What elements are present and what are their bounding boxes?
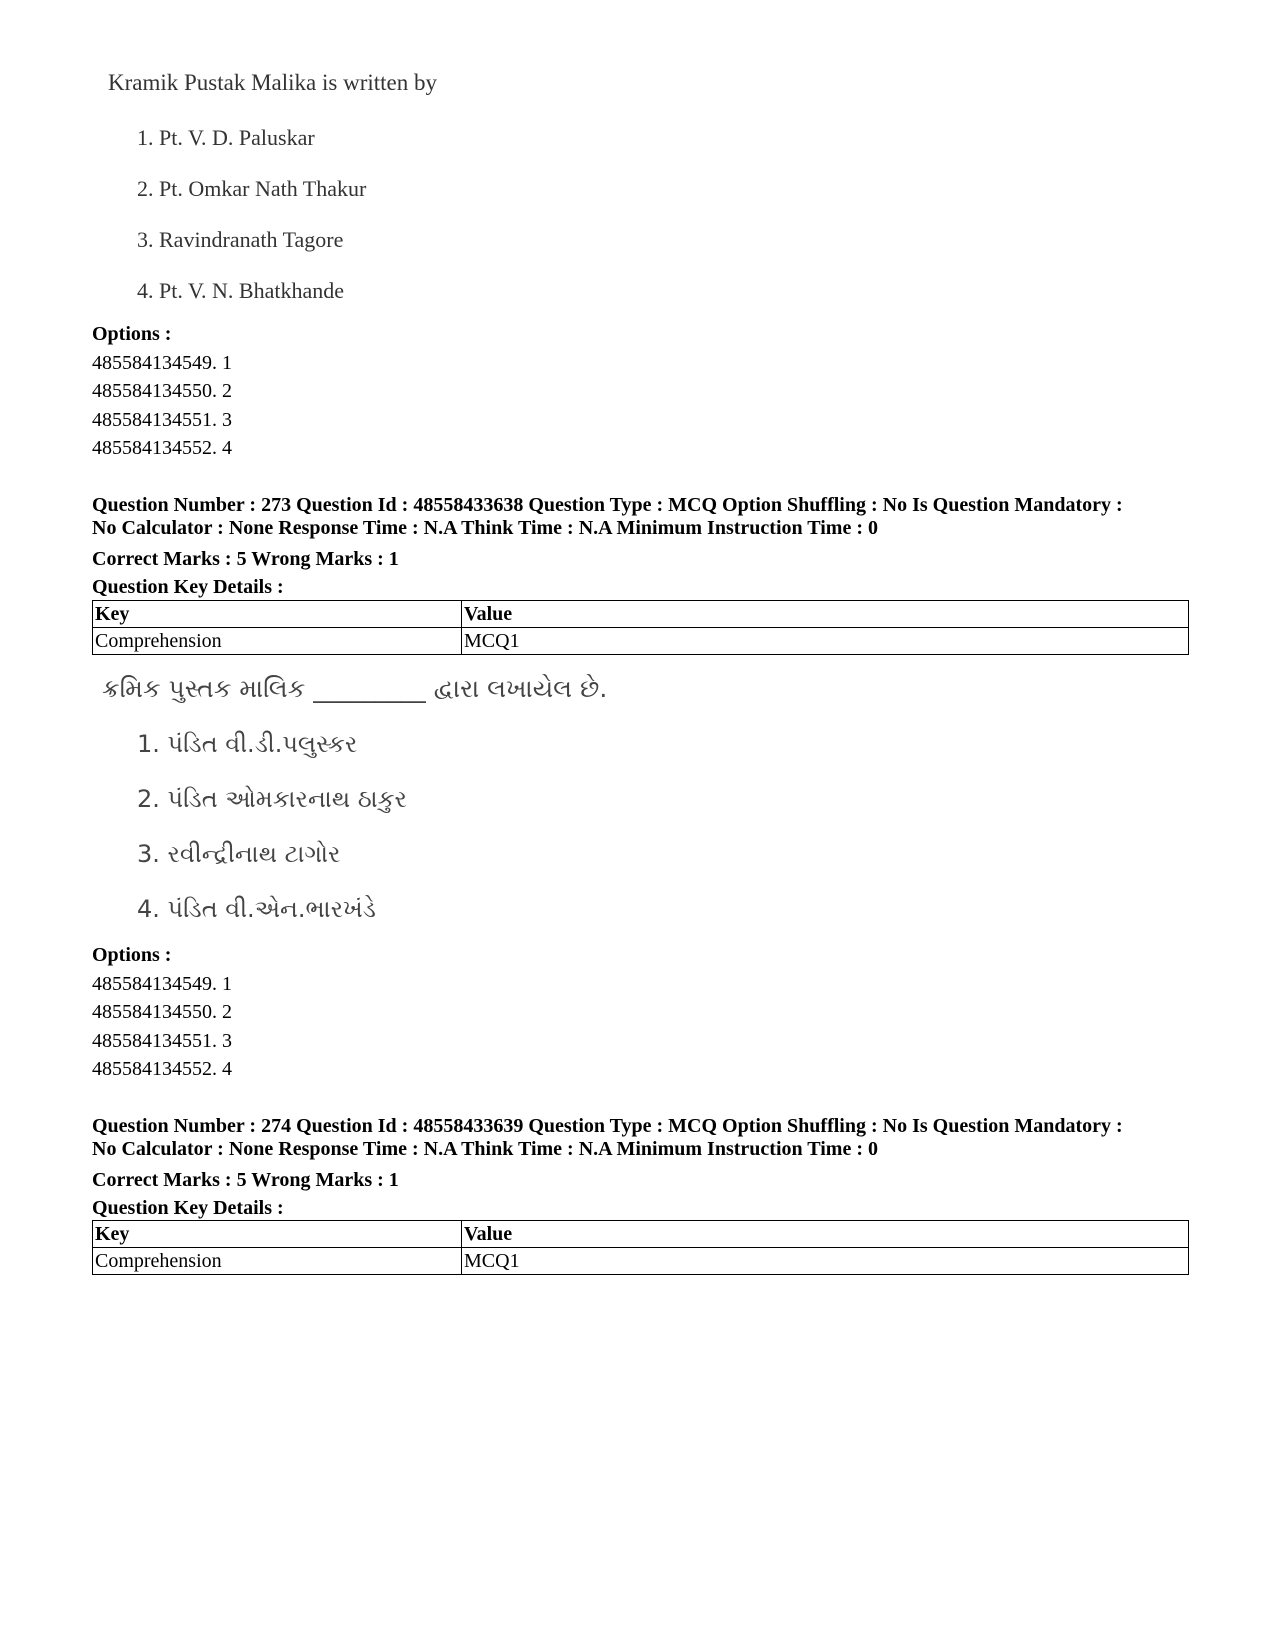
table-cell-value: MCQ1: [462, 628, 1189, 655]
table-header-value: Value: [462, 1221, 1189, 1248]
question-option: 1. પંડિત વી.ડી.પલુસ્કર: [137, 730, 358, 758]
question-metadata: [92, 494, 1192, 601]
option-id: 485584134552. 4: [92, 437, 232, 459]
table-header-key: Key: [93, 1221, 462, 1248]
question-info-line: No Calculator : None Response Time : N.A Think Time : N.A Minimum Instruction Time : 0: [92, 1138, 878, 1160]
table-header-row: [93, 601, 1189, 628]
table-row: [93, 1248, 1189, 1275]
table-header-value: Value: [462, 601, 1189, 628]
option-id: 485584134551. 3: [92, 408, 232, 431]
options-title: Options :: [92, 323, 172, 345]
options-title: Options :: [92, 944, 172, 966]
question-info-line: Question Number : 274 Question Id : 48558433639 Question Type : MCQ Option Shuffling : No Is Question Mandatory :: [92, 1115, 1123, 1137]
marks-line: Correct Marks : 5 Wrong Marks : 1: [92, 1169, 399, 1191]
question-option: 2. પંડિત ઓમકારનાથ ઠાકુર: [137, 785, 407, 813]
key-details-label: Question Key Details :: [92, 576, 284, 598]
option-id: 485584134549. 1: [92, 972, 232, 995]
table-header-row: [93, 1221, 1189, 1248]
question-stem: ક્રમિક પુસ્તક માલિક _________ દ્વારા લખાયેલ છે.: [102, 674, 608, 703]
table-cell-key: Comprehension: [93, 1248, 462, 1275]
option-id: 485584134551. 3: [92, 1029, 232, 1052]
key-details-label: Question Key Details :: [92, 1197, 284, 1219]
question-option: 4. Pt. V. N. Bhatkhande: [137, 278, 344, 303]
english-question-image: [92, 70, 437, 303]
option-id: 485584134550. 2: [92, 380, 232, 402]
option-id: 485584134549. 1: [92, 351, 232, 374]
key-details-table: [92, 600, 1189, 655]
question-option: 3. Ravindranath Tagore: [137, 227, 344, 252]
options-block: [92, 320, 232, 463]
question-option: 1. Pt. V. D. Paluskar: [137, 125, 315, 150]
key-details-table: [92, 1220, 1189, 1275]
table-header-key: Key: [93, 601, 462, 628]
question-option: 2. Pt. Omkar Nath Thakur: [137, 176, 367, 201]
table-row: [93, 628, 1189, 655]
table-cell-value: MCQ1: [462, 1248, 1189, 1275]
question-stem: Kramik Pustak Malika is written by: [108, 70, 437, 95]
table-cell-key: Comprehension: [93, 628, 462, 655]
question-info-line: No Calculator : None Response Time : N.A Think Time : N.A Minimum Instruction Time : 0: [92, 517, 878, 539]
gujarati-question-image: [92, 674, 608, 923]
option-id: 485584134552. 4: [92, 1058, 232, 1080]
question-option: 4. પંડિત વી.એન.ભારખંડે: [137, 895, 376, 923]
question-info-line: Question Number : 273 Question Id : 48558433638 Question Type : MCQ Option Shuffling : No Is Question Mandatory :: [92, 494, 1123, 516]
marks-line: Correct Marks : 5 Wrong Marks : 1: [92, 548, 399, 570]
options-block: [92, 941, 232, 1084]
question-option: 3. રવીન્દ્રીનાથ ટાગોર: [137, 840, 341, 868]
question-metadata: [92, 1115, 1192, 1222]
option-id: 485584134550. 2: [92, 1001, 232, 1023]
